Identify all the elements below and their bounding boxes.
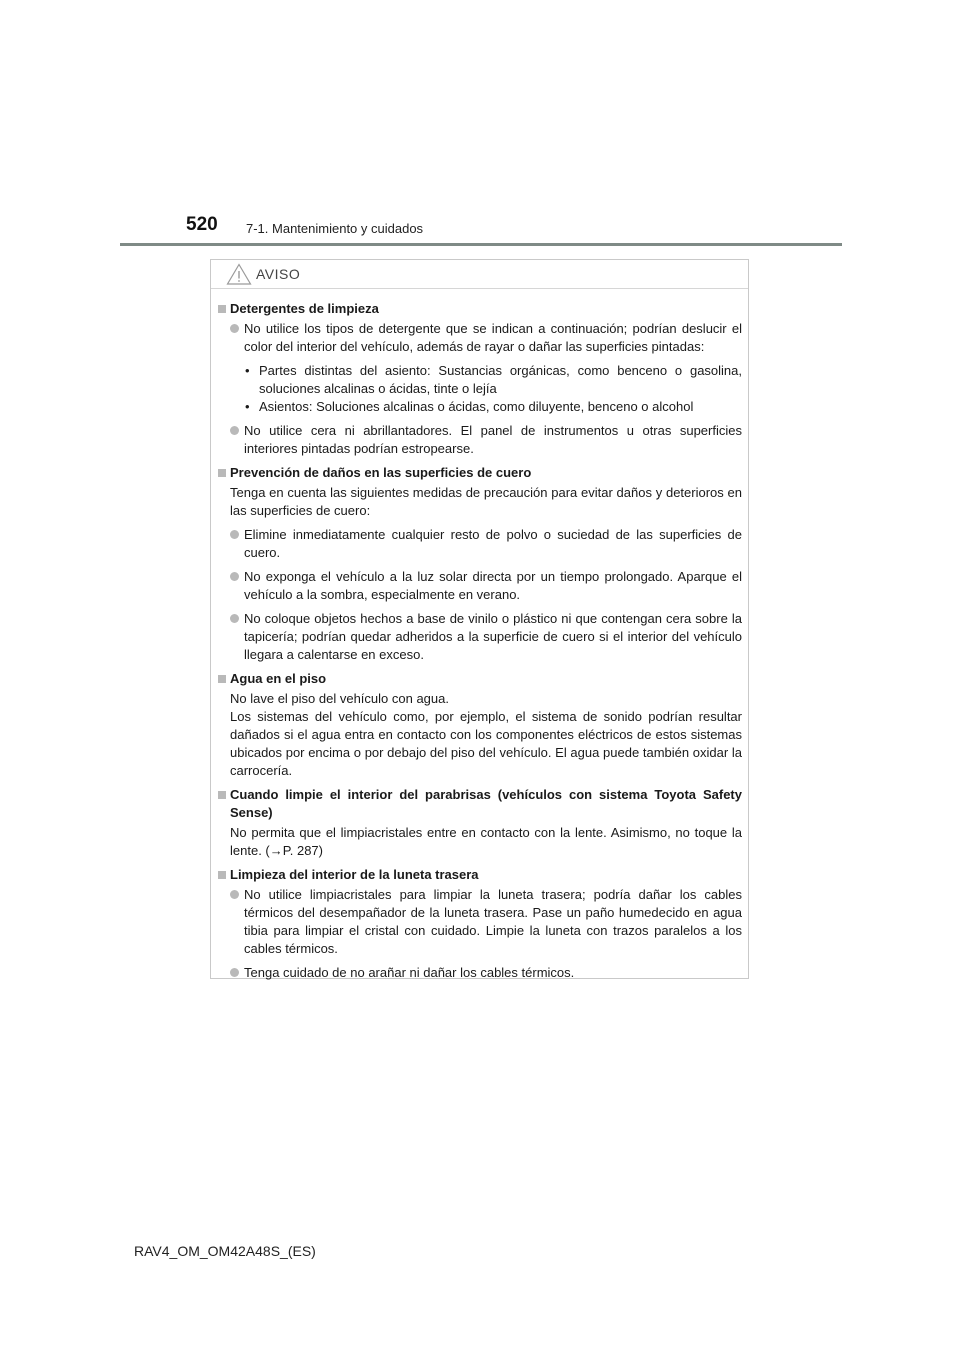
warning-section: [218, 786, 742, 860]
list-item: [218, 568, 742, 604]
square-bullet-icon: [218, 871, 226, 879]
document-code: RAV4_OM_OM42A48S_(ES): [134, 1243, 316, 1259]
list-item: [218, 610, 742, 664]
warning-section: [218, 670, 742, 780]
section-heading: Prevención de daños en las superficies de cuero: [218, 464, 742, 482]
list-item: [218, 964, 742, 982]
list-item-text: No coloque objetos hechos a base de vinilo o plástico ni que contengan cera sobre la tapicería; podrían quedar adheridos a la superficie de cuero si el interior del vehículo llegara a calentarse en exceso.: [244, 611, 742, 662]
list-item: [218, 886, 742, 958]
sub-list-item: • Asientos: Soluciones alcalinas o ácidas, como diluyente, benceno o alcohol: [245, 399, 694, 414]
list-item-text: No utilice los tipos de detergente que se indican a continuación; podrían deslucir el color del interior del vehículo, además de rayar o dañar las superficies pintadas:: [244, 321, 742, 354]
list-item: [218, 422, 742, 458]
section-paragraph: No lave el piso del vehículo con agua.: [230, 691, 449, 706]
sub-list-item: • Partes distintas del asiento: Sustancias orgánicas, como benceno o gasolina, soluciones alcalinas o ácidas, tinte o lejía: [245, 363, 742, 396]
section-heading: Agua en el piso: [218, 670, 742, 688]
warning-triangle-icon: [226, 263, 252, 285]
square-bullet-icon: [218, 791, 226, 799]
warning-section: [218, 464, 742, 664]
section-paragraph: No permita que el limpiacristales entre en contacto con la lente. Asimismo, no toque la lente. (→P. 287): [230, 825, 742, 858]
warning-header: [211, 260, 748, 289]
list-item-text: No exponga el vehículo a la luz solar directa por un tiempo prolongado. Aparque el vehículo a la sombra, especialmente en verano.: [244, 569, 742, 602]
list-item: [218, 320, 742, 416]
header-rule: [120, 243, 842, 246]
square-bullet-icon: [218, 675, 226, 683]
section-heading: Cuando limpie el interior del parabrisas (vehículos con sistema Toyota Safety Sense): [218, 786, 742, 822]
warning-box: [210, 259, 749, 979]
list-item-text: Tenga cuidado de no arañar ni dañar los cables térmicos.: [244, 965, 575, 980]
square-bullet-icon: [218, 305, 226, 313]
warning-label: AVISO: [256, 266, 301, 282]
page-number: 520: [186, 214, 218, 235]
list-item-text: Elimine inmediatamente cualquier resto de polvo o suciedad de las superficies de cuero.: [244, 527, 742, 560]
round-bullet-icon: [230, 530, 239, 539]
sub-list: [244, 362, 742, 416]
list-item-text: No utilice limpiacristales para limpiar la luneta trasera; podría dañar los cables térmicos del desempañador de la luneta trasera. Pase un paño humedecido en agua tibia para limpiar el cristal con cuidado. Limpie la luneta con trazos paralelos a los cables térmicos.: [244, 887, 742, 956]
square-bullet-icon: [218, 469, 226, 477]
section-heading: Detergentes de limpieza: [218, 300, 742, 318]
list-item-text: No utilice cera ni abrillantadores. El panel de instrumentos u otras superficies interiores pintadas podrían estropearse.: [244, 423, 742, 456]
section-title: 7-1. Mantenimiento y cuidados: [246, 221, 424, 236]
section-heading: Limpieza del interior de la luneta trasera: [218, 866, 742, 884]
warning-section: [218, 866, 742, 982]
list-item: [218, 526, 742, 562]
round-bullet-icon: [230, 324, 239, 333]
section-paragraph: Tenga en cuenta las siguientes medidas de precaución para evitar daños y deterioros en las superficies de cuero:: [230, 485, 742, 518]
round-bullet-icon: [230, 968, 239, 977]
round-bullet-icon: [230, 614, 239, 623]
round-bullet-icon: [230, 890, 239, 899]
round-bullet-icon: [230, 572, 239, 581]
section-paragraph: Los sistemas del vehículo como, por ejemplo, el sistema de sonido podrían resultar dañados si el agua entra en contacto con los componentes eléctricos de estos sistemas ubicados por encima o por debajo del piso del vehículo. El agua puede también oxidar la carrocería.: [230, 709, 742, 778]
round-bullet-icon: [230, 426, 239, 435]
warning-section: [218, 300, 742, 458]
warning-body: [211, 289, 748, 982]
